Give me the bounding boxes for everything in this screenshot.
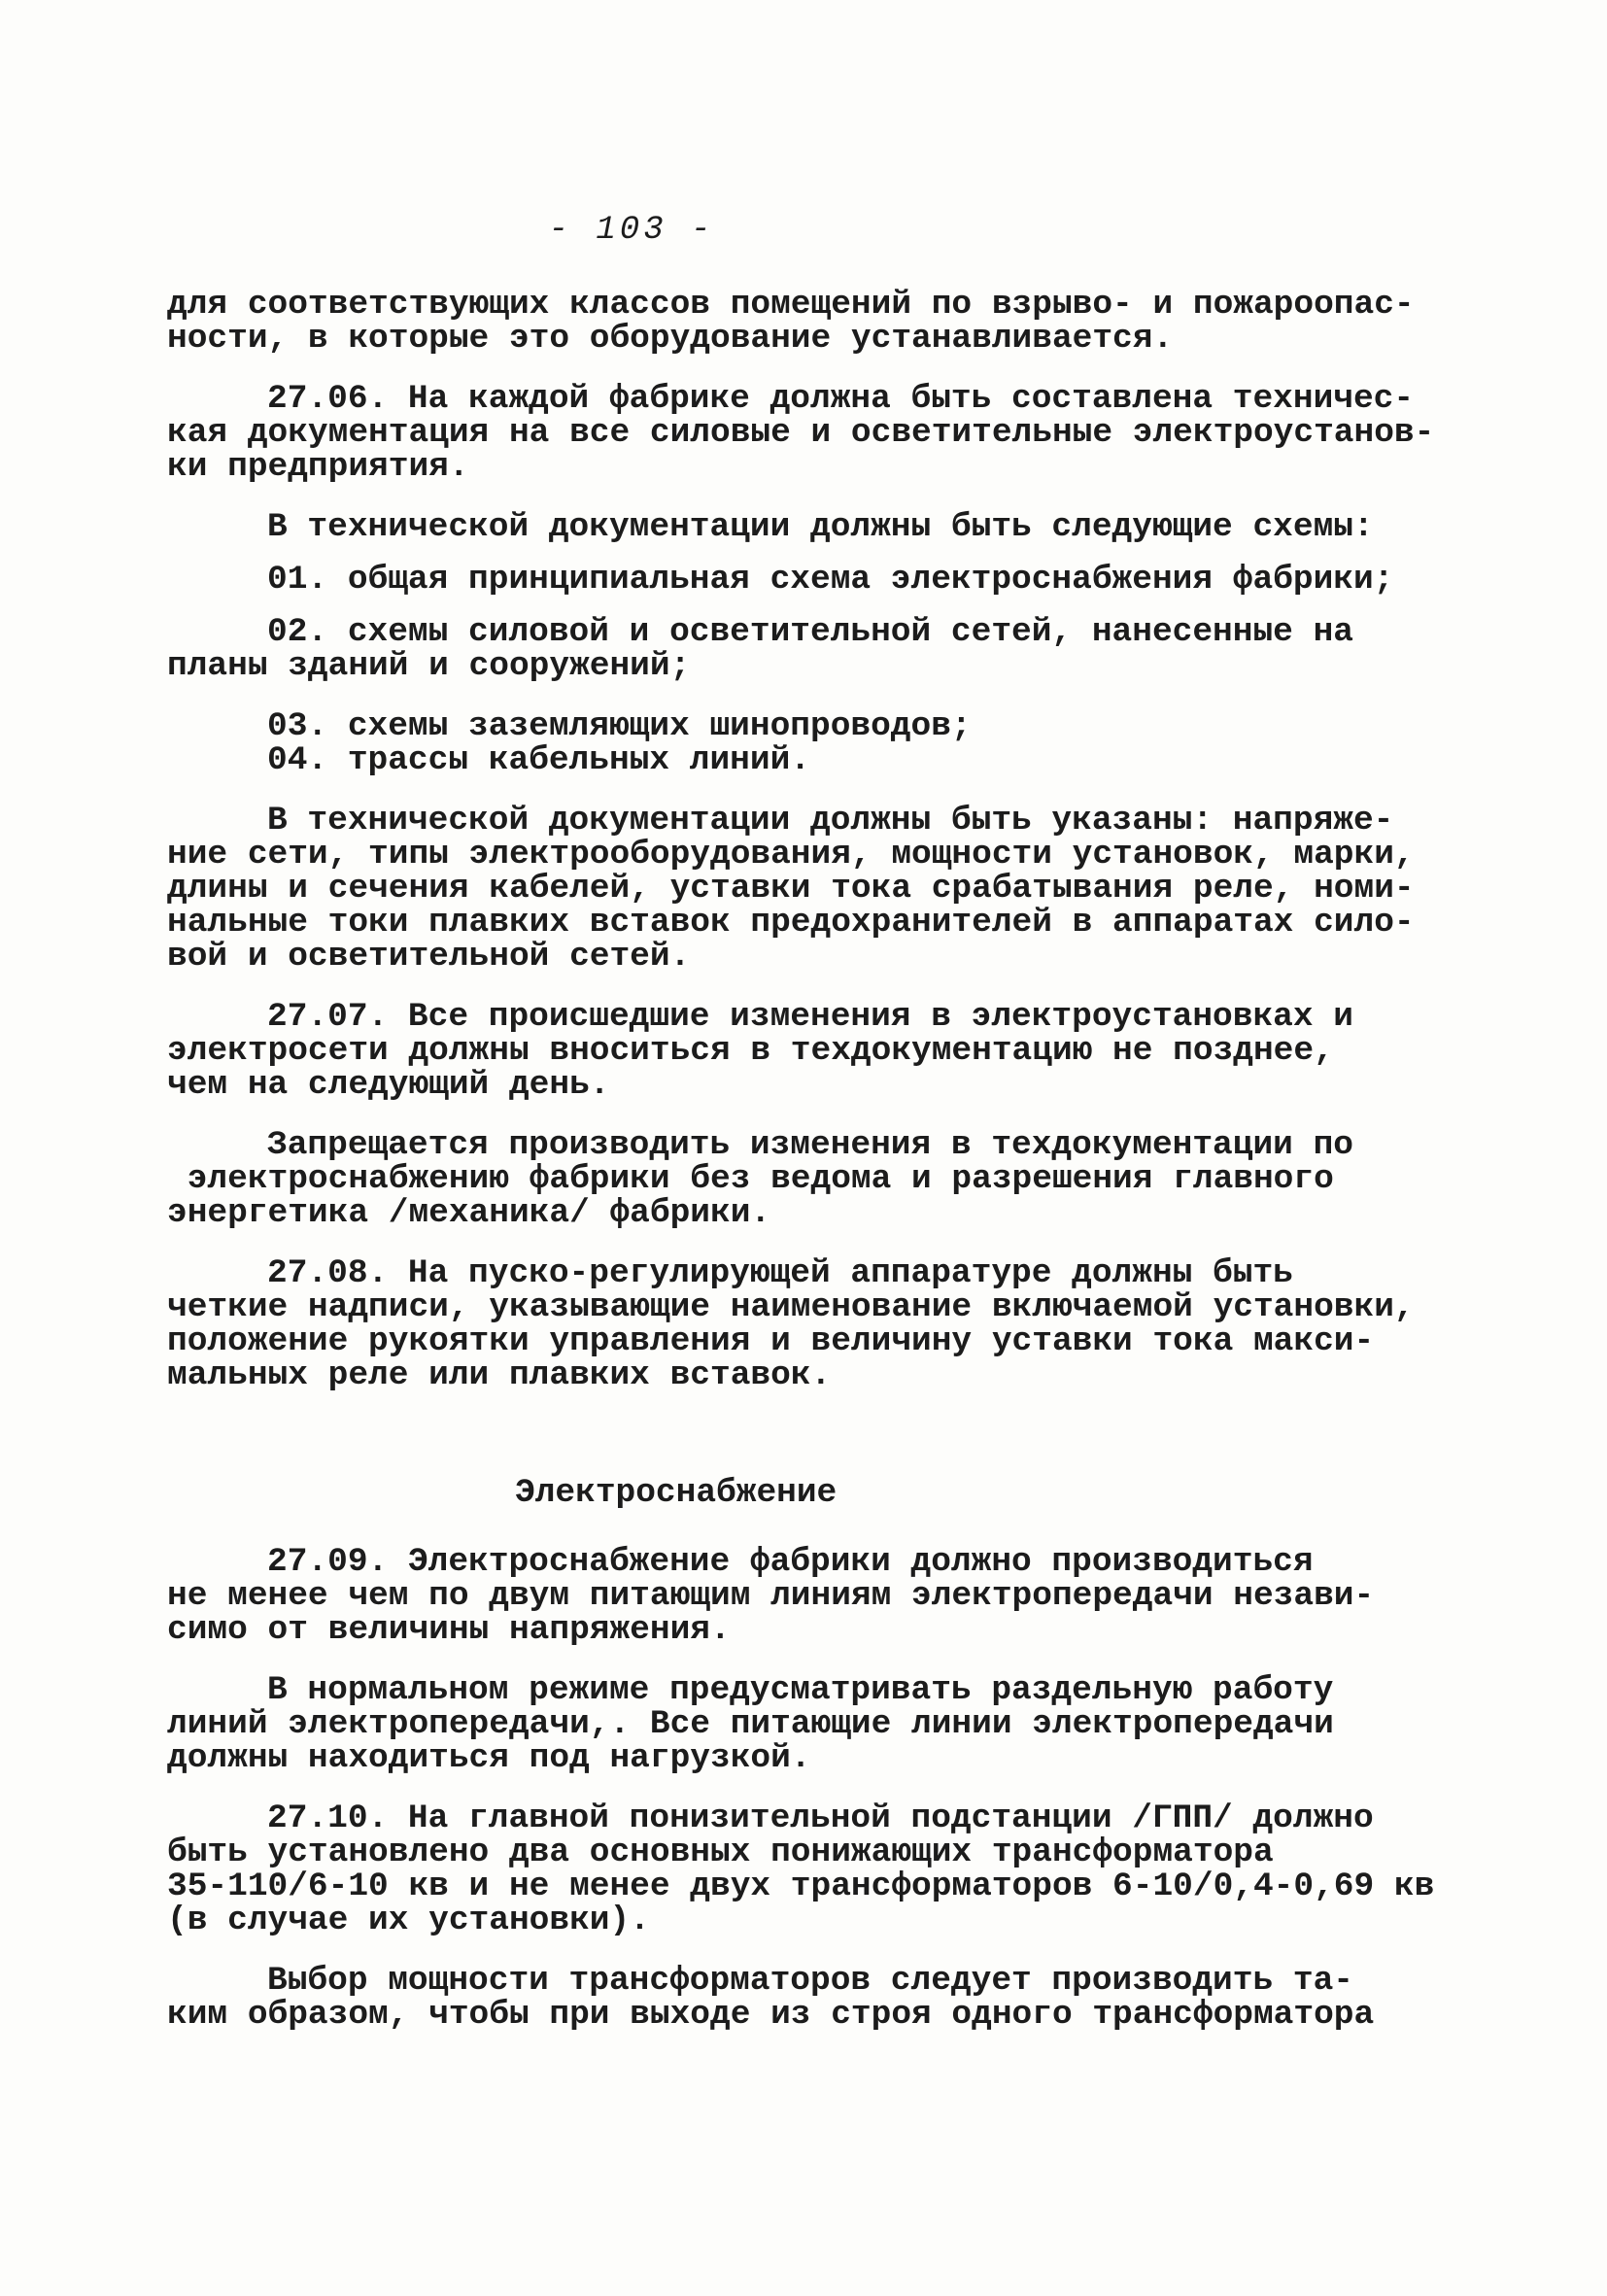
text-line: В технической документации должны быть следующие схемы:: [267, 508, 1374, 546]
list-item-04: 04. трассы кабельных линий.: [267, 741, 810, 779]
text-line: Выбор мощности трансформаторов следует производить та-: [267, 1962, 1353, 2000]
page-number: - 103 -: [548, 212, 715, 249]
text-line: четкие надписи, указывающие наименование включаемой установки,: [167, 1288, 1415, 1326]
text-line: кая документация на все силовые и осветительные электроустанов-: [167, 414, 1435, 452]
text-line: электросети должны вноситься в техдокументацию не позднее,: [167, 1032, 1334, 1070]
text-line: нальные токи плавких вставок предохранителей в аппаратах сило-: [167, 904, 1415, 942]
text-line: мальных реле или плавких вставок.: [167, 1356, 832, 1394]
text-line: линий электропередачи,. Все питающие линии электропередачи: [167, 1705, 1334, 1743]
list-item-01: 01. общая принципиальная схема электроснабжения фабрики;: [267, 561, 1394, 599]
text-line: симо от величины напряжения.: [167, 1611, 731, 1649]
text-line: для соответствующих классов помещений по взрыво- и пожароопас-: [167, 286, 1415, 324]
text-line: чем на следующий день.: [167, 1066, 610, 1104]
text-line: ки предприятия.: [167, 448, 469, 486]
section-27-07-line: 27.07. Все происшедшие изменения в электроустановках и: [267, 998, 1353, 1036]
text-line: ние сети, типы электрооборудования, мощности установок, марки,: [167, 836, 1415, 874]
text-line: длины и сечения кабелей, уставки тока срабатывания реле, номи-: [167, 870, 1415, 908]
text-line: планы зданий и сооружений;: [167, 647, 691, 685]
text-line: В нормальном режиме предусматривать раздельную работу: [267, 1671, 1334, 1709]
section-27-10-line: 27.10. На главной понизительной подстанции /ГПП/ должно: [267, 1799, 1374, 1837]
text-line: энергетика /механика/ фабрики.: [167, 1194, 771, 1232]
text-line: не менее чем по двум питающим линиям электропередачи незави-: [167, 1577, 1375, 1615]
section-27-06-line: 27.06. На каждой фабрике должна быть составлена техничес-: [267, 380, 1415, 418]
text-line: 35-110/6-10 кв и не менее двух трансформаторов 6-10/0,4-0,69 кв: [167, 1868, 1435, 1905]
section-heading: Электроснабжение: [515, 1474, 838, 1512]
text-line: ности, в которые это оборудование устанавливается.: [167, 320, 1174, 358]
text-line: ким образом, чтобы при выходе из строя одного трансформатора: [167, 1996, 1375, 2034]
text-line: Запрещается производить изменения в техдокументации по: [267, 1126, 1353, 1164]
text-line: В технической документации должны быть указаны: напряже-: [267, 802, 1394, 840]
document-body: [167, 288, 1469, 2032]
section-27-08-line: 27.08. На пуско-регулирующей аппаратуре должны быть: [267, 1254, 1293, 1292]
text-line: быть установлено два основных понижающих трансформатора: [167, 1833, 1274, 1871]
list-item-02: 02. схемы силовой и осветительной сетей, нанесенные на: [267, 613, 1353, 651]
text-line: должны находиться под нагрузкой.: [167, 1739, 811, 1777]
text-line: электроснабжению фабрики без ведома и разрешения главного: [167, 1160, 1334, 1198]
text-line: вой и осветительной сетей.: [167, 938, 691, 976]
list-item-03: 03. схемы заземляющих шинопроводов;: [267, 707, 972, 745]
text-line: положение рукоятки управления и величину уставки тока макси-: [167, 1322, 1375, 1360]
text-line: (в случае их установки).: [167, 1902, 650, 1939]
section-27-09-line: 27.09. Электроснабжение фабрики должно производиться: [267, 1543, 1314, 1581]
